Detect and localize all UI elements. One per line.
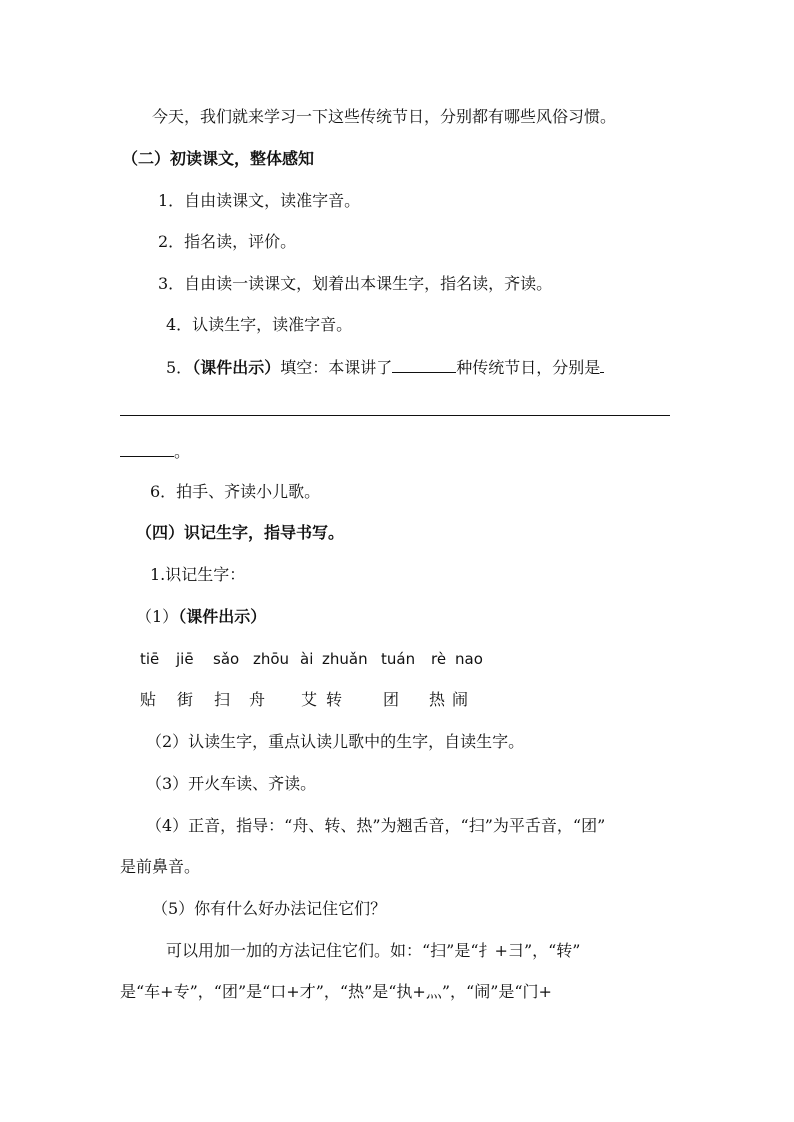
sub-1-1-bold-label: （课件出示） [178, 607, 267, 626]
hanzi-sao: 扫 [214, 690, 231, 709]
section2-heading: （二）初读课文，整体感知 [122, 149, 315, 168]
step-5 [166, 356, 604, 379]
hanzi-nao: 闹 [452, 690, 469, 709]
sub-1-1 [136, 606, 266, 628]
paragraph-line-1: 可以用加一加的方法记住它们。如：“扫”是“扌+彐”，“转” [166, 941, 581, 960]
step-5-end: 。 [174, 442, 191, 461]
pinyin-tuan: tuán [381, 650, 416, 668]
hanzi-zhou: 舟 [249, 690, 266, 709]
fill-blank-start [600, 356, 604, 373]
pinyin-re: rè [431, 650, 447, 668]
hanzi-jie: 街 [177, 690, 194, 709]
pinyin-nao: nao [455, 650, 483, 668]
step-5-text: 填空：本课讲了 [280, 358, 393, 377]
hanzi-tie: 贴 [140, 690, 157, 709]
step-3: 3．自由读一读课文，划着出本课生字，指名读，齐读。 [158, 274, 553, 293]
intro-line: 今天，我们就来学习一下这些传统节日，分别都有哪些风俗习惯。 [152, 107, 617, 126]
sub-1-1-number: （1） [136, 607, 179, 626]
step-4: 4．认读生字，读准字音。 [166, 315, 353, 334]
item-3: （3）开火车读、齐读。 [146, 774, 317, 793]
step-5-bold-label: （课件出示） [192, 358, 281, 377]
hanzi-re: 热 [429, 690, 446, 709]
pinyin-zhuan: zhuǎn [322, 650, 368, 668]
fill-blank-line[interactable] [120, 415, 670, 416]
pinyin-zhou: zhōu [253, 650, 290, 668]
pinyin-ai: ài [300, 650, 314, 668]
item-2: （2）认读生字，重点认读儿歌中的生字，自读生字。 [146, 732, 525, 751]
pinyin-tie: tiē [140, 650, 160, 668]
pinyin-jie: jiē [176, 650, 194, 668]
hanzi-zhuan: 转 [326, 690, 343, 709]
step-1: 1．自由读课文，读准字音。 [158, 191, 361, 210]
step-6: 6．拍手、齐读小儿歌。 [150, 482, 321, 501]
fill-blank-end[interactable] [120, 440, 174, 457]
step-5-continuation [120, 440, 190, 463]
hanzi-ai: 艾 [301, 690, 318, 709]
section4-heading: （四）识记生字，指导书写。 [136, 523, 345, 542]
item-4-line-2: 是前鼻音。 [120, 857, 201, 876]
paragraph-line-2: 是“车+专”，“团”是“口+才”，“热”是“执+灬”，“闹”是“门+ [120, 982, 552, 1001]
hanzi-tuan: 团 [383, 690, 400, 709]
step-2: 2．指名读，评价。 [158, 232, 297, 251]
step-5-number: 5． [166, 358, 193, 377]
sub-1: 1.识记生字： [150, 565, 246, 584]
item-4-line-1: （4）正音，指导：“舟、转、热”为翘舌音，“扫”为平舌音，“团” [146, 816, 606, 835]
pinyin-sao: sǎo [213, 650, 240, 668]
step-5-text-2: 种传统节日，分别是 [456, 358, 601, 377]
fill-blank-count[interactable] [392, 356, 456, 373]
item-5: （5）你有什么好办法记住它们？ [152, 899, 387, 918]
